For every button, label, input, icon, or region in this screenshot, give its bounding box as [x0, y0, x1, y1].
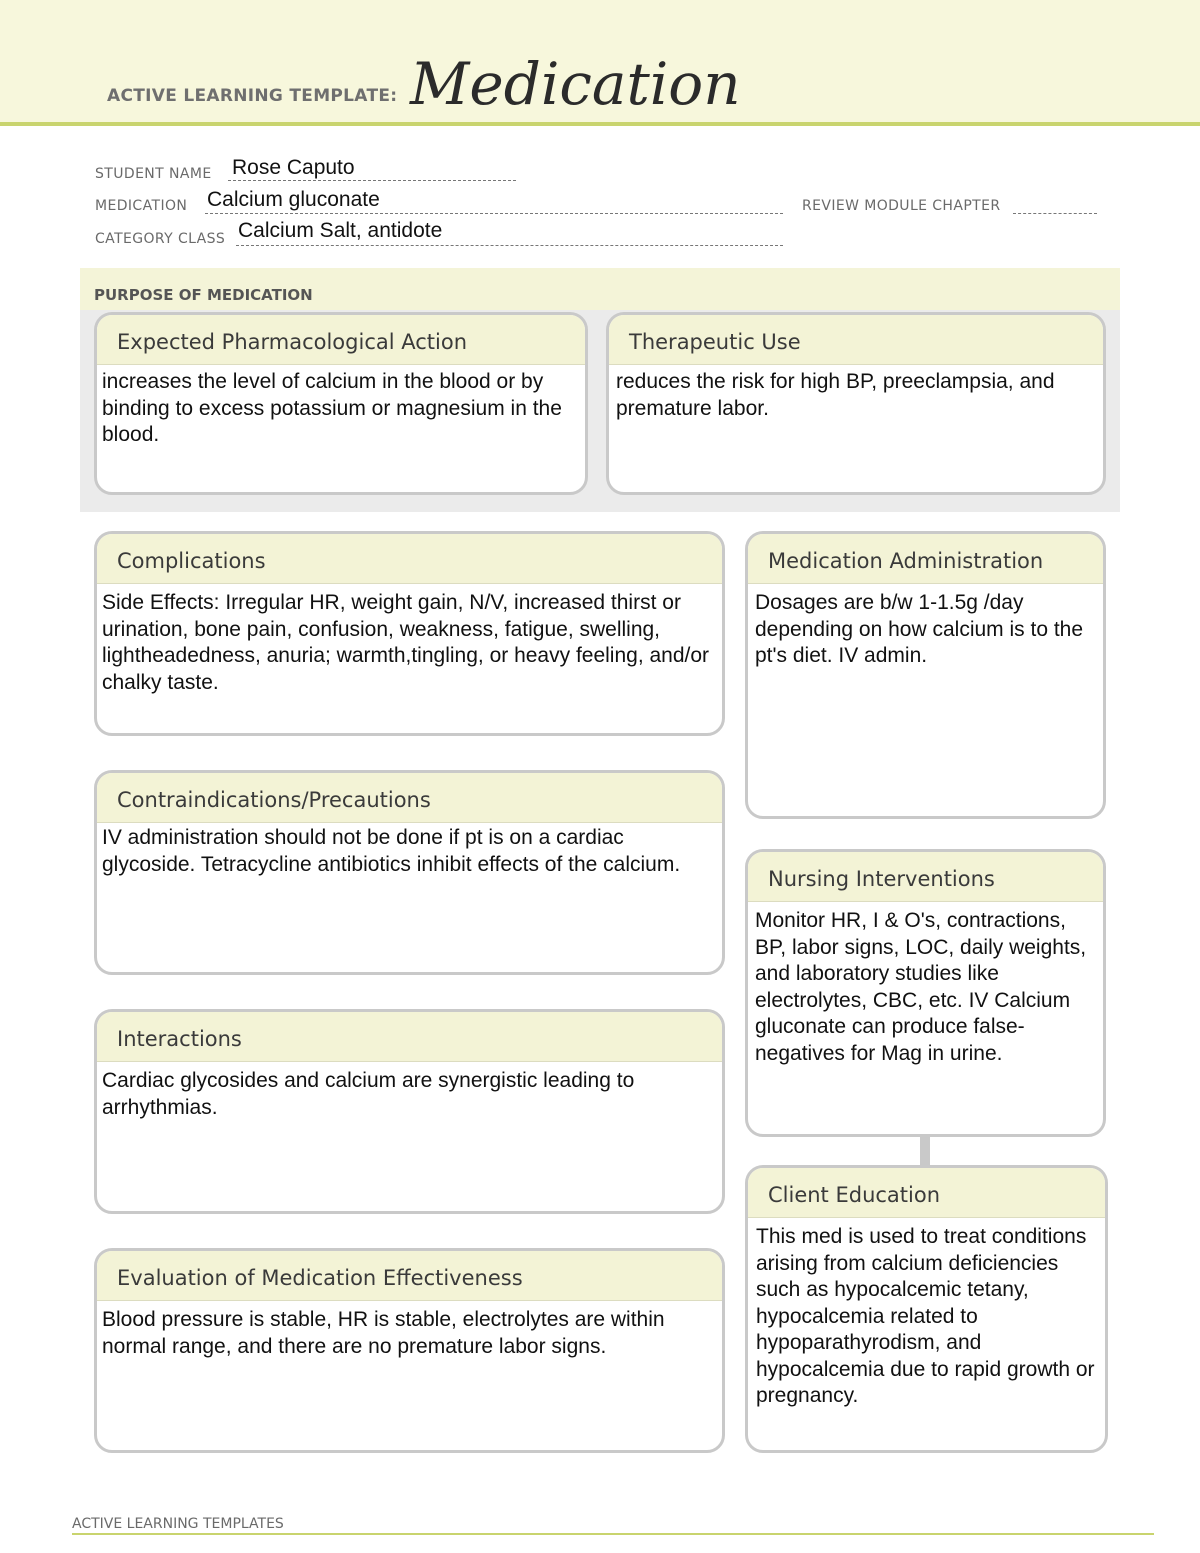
student-name-field[interactable]: Rose Caputo	[232, 156, 355, 179]
contraindications-text[interactable]: IV administration should not be done if pt is on a cardiac glycoside. Tetracycline antibiotics inhibit effects of the calcium.	[102, 826, 681, 876]
evaluation-title: Evaluation of Medication Effectiveness	[97, 1251, 722, 1301]
footer-divider	[72, 1533, 1154, 1535]
student-name-label: STUDENT NAME	[95, 166, 212, 182]
interactions-card	[94, 1009, 725, 1214]
header-divider	[0, 122, 1200, 126]
therapeutic-use-card	[606, 312, 1106, 495]
therapeutic-use-title: Therapeutic Use	[609, 315, 1103, 365]
medication-field[interactable]: Calcium gluconate	[207, 188, 380, 211]
expected-action-card	[94, 312, 588, 495]
contraindications-card	[94, 770, 725, 975]
contraindications-title: Contraindications/Precautions	[97, 773, 722, 823]
nursing-interventions-title: Nursing Interventions	[748, 852, 1103, 902]
administration-title: Medication Administration	[748, 534, 1103, 584]
expected-action-title: Expected Pharmacological Action	[97, 315, 585, 365]
evaluation-text[interactable]: Blood pressure is stable, HR is stable, electrolytes are within normal range, and there are no premature labor signs.	[102, 1308, 665, 1358]
interactions-title: Interactions	[97, 1012, 722, 1062]
section-connector	[920, 1135, 930, 1165]
client-education-card	[745, 1165, 1108, 1453]
review-module-label: REVIEW MODULE CHAPTER	[802, 198, 1001, 214]
complications-title: Complications	[97, 534, 722, 584]
administration-card	[745, 531, 1106, 819]
category-class-label: CATEGORY CLASS	[95, 231, 226, 247]
nursing-interventions-card	[745, 849, 1106, 1137]
footer-label: ACTIVE LEARNING TEMPLATES	[72, 1516, 284, 1532]
medication-label: MEDICATION	[95, 198, 188, 214]
interactions-text[interactable]: Cardiac glycosides and calcium are synergistic leading to arrhythmias.	[102, 1069, 635, 1119]
page-title: Medication	[410, 50, 741, 118]
category-class-underline	[236, 245, 783, 246]
medication-underline	[205, 213, 783, 214]
student-name-underline	[228, 180, 516, 181]
administration-text[interactable]: Dosages are b/w 1-1.5g /day depending on how calcium is to the pt's diet. IV admin.	[755, 591, 1084, 667]
client-education-text[interactable]: This med is used to treat conditions arising from calcium deficiencies such as hypocalcemic tetany, hypocalcemia related to hypoparathyrodism, and hypocalcemia due to rapid growth or pregnancy.	[756, 1225, 1095, 1407]
expected-action-text[interactable]: increases the level of calcium in the blood or by binding to excess potassium or magnesium in the blood.	[102, 370, 562, 446]
complications-text[interactable]: Side Effects: Irregular HR, weight gain, N/V, increased thirst or urination, bone pain, confusion, weakness, fatigue, swelling, lightheadedness, anuria; warmth,tingling, or heavy feeling, and/or chalky taste.	[102, 591, 710, 694]
therapeutic-use-text[interactable]: reduces the risk for high BP, preeclampsia, and premature labor.	[616, 370, 1055, 420]
purpose-label: PURPOSE OF MEDICATION	[94, 286, 313, 304]
nursing-interventions-text[interactable]: Monitor HR, I & O's, contractions, BP, labor signs, LOC, daily weights, and laboratory studies like electrolytes, CBC, etc. IV Calcium gluconate can produce false-negatives for Mag in urine.	[755, 909, 1087, 1065]
complications-card	[94, 531, 725, 736]
category-class-field[interactable]: Calcium Salt, antidote	[238, 219, 443, 242]
review-module-field[interactable]	[1013, 213, 1097, 214]
purpose-header	[80, 268, 1120, 310]
evaluation-card	[94, 1248, 725, 1453]
client-education-title: Client Education	[748, 1168, 1105, 1218]
template-label: ACTIVE LEARNING TEMPLATE:	[107, 86, 398, 106]
